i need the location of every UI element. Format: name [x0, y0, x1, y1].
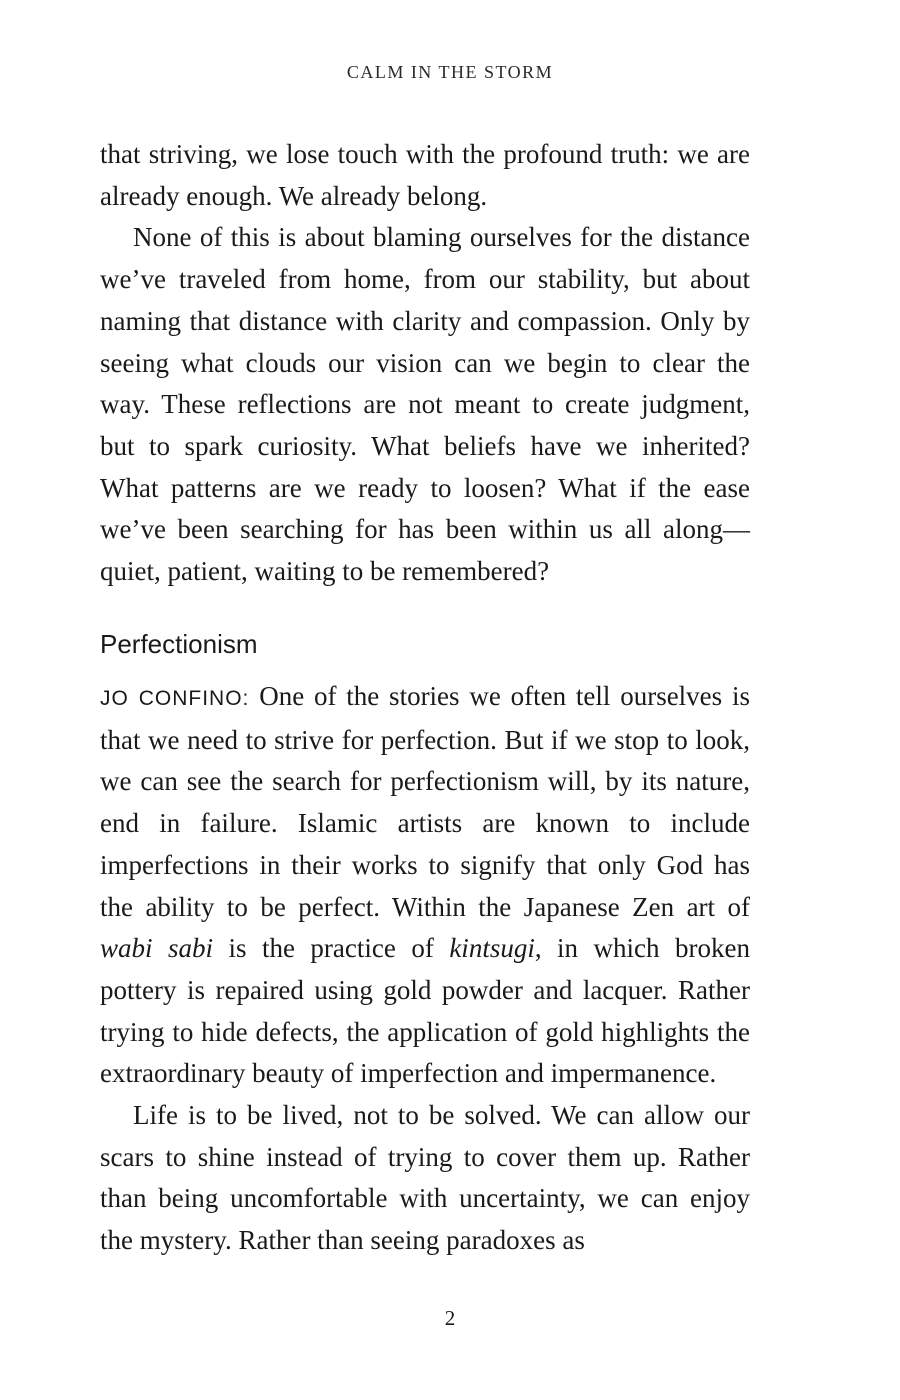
dialogue-text: , in which broken pottery is repaired using gold powder and lacquer. Rather trying to hide defects, the application of gold highlights the extraordinary beauty of imperfection and impermanence. [100, 933, 750, 1089]
italic-term: wabi sabi [100, 933, 213, 964]
paragraph: None of this is about blaming ourselves for the distance we’ve traveled from home, from our stability, but about naming that distance with clarity and compassion. Only by seeing what clouds our vision can we begin to clear the way. These reflections are not meant to create judgment, but to spark curiosity. What beliefs have we inherited? What patterns are we ready to loosen? What if the ease we’ve been searching for has been within us all along—quiet, patient, waiting to be remembered? [100, 222, 750, 587]
paragraph-dialogue [100, 676, 750, 1095]
page-number: 2 [444, 1306, 456, 1330]
running-header: CALM IN THE STORM [346, 62, 554, 82]
dialogue-text: is the practice of [213, 933, 450, 964]
paragraph-continuation: that striving, we lose touch with the profound truth: we are already enough. We already belong. [100, 139, 750, 211]
body-text-top [100, 134, 750, 593]
italic-term: kintsugi [449, 933, 535, 964]
paragraph: Life is to be lived, not to be solved. We can allow our scars to shine instead of trying to cover them up. Rather than being uncomfortable with uncertainty, we can enjoy the mystery. Rather than seeing paradoxes as [100, 1100, 750, 1256]
speaker-name: JO CONFINO: [100, 687, 250, 710]
section-heading: Perfectionism [100, 629, 258, 659]
dialogue-text: One of the stories we often tell ourselves is that we need to strive for perfection. But if we stop to look, we can see the search for perfectionism will, by its nature, end in failure. Islamic artists are known to include imperfections in their works to signify that only God has the ability to be perfect. Within the Japanese Zen art of [100, 681, 750, 922]
body-text-section [100, 676, 750, 1262]
